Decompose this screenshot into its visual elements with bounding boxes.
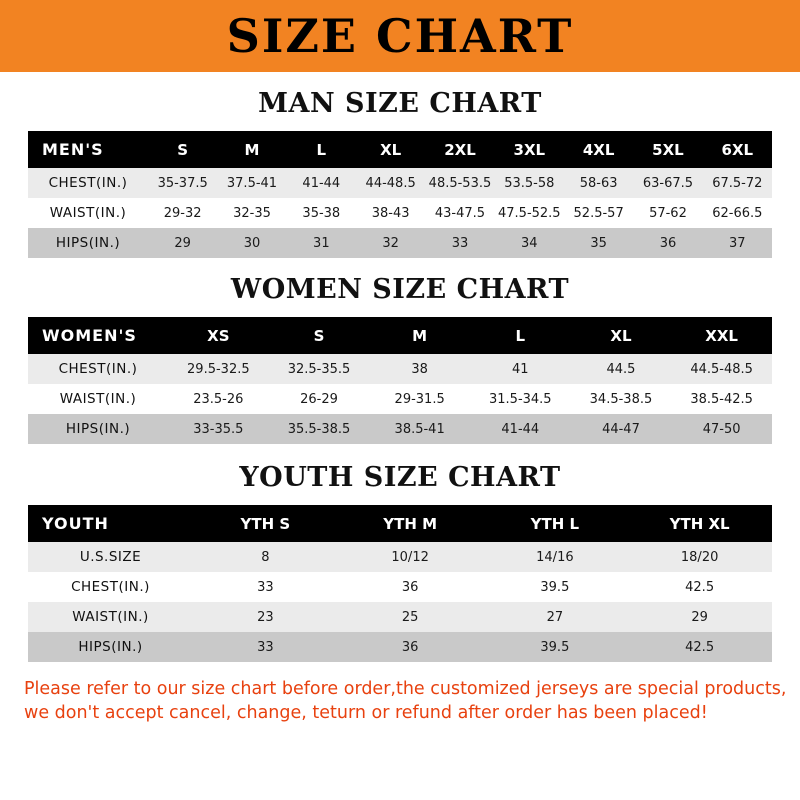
men-waist-xl: 38-43 [371, 205, 410, 221]
men-hips-6xl: 37 [729, 235, 746, 251]
youth-size-section [0, 462, 800, 662]
women-header-xl: XL [610, 326, 632, 345]
youth-header-ythxl: YTH XL [669, 514, 730, 533]
youth-hips-ythxl: 42.5 [685, 639, 715, 655]
women-header-m: M [412, 326, 428, 345]
men-row-label-waist: WAIST(IN.) [49, 205, 127, 221]
youth-row-label-chest: CHEST(IN.) [71, 579, 150, 595]
table-header-row [28, 131, 772, 168]
man-size-section [0, 88, 800, 258]
men-chest-m: 37.5-41 [226, 175, 278, 191]
women-hips-m: 38.5-41 [394, 421, 445, 437]
women-row-label-chest: CHEST(IN.) [58, 361, 138, 377]
men-hips-5xl: 36 [659, 235, 677, 251]
women-header-label: WOMEN'S [42, 326, 137, 345]
youth-section-title: YOUTH SIZE CHART [239, 462, 561, 493]
men-row-label-hips: HIPS(IN.) [55, 235, 121, 251]
women-waist-m: 29-31.5 [394, 391, 445, 407]
men-header-l: L [316, 140, 327, 159]
men-header-6xl: 6XL [721, 140, 754, 159]
table-row [28, 384, 772, 414]
table-row [28, 168, 772, 198]
men-header-label: MEN'S [42, 140, 104, 159]
youth-hips-ythl: 39.5 [540, 639, 570, 655]
men-hips-s: 29 [174, 235, 191, 251]
men-waist-s: 29-32 [163, 205, 202, 221]
page-title: SIZE CHART [226, 9, 574, 63]
man-section-title: MAN SIZE CHART [258, 88, 542, 119]
women-waist-s: 26-29 [300, 391, 338, 407]
men-waist-3xl: 47.5-52.5 [498, 205, 561, 221]
men-header-2xl: 2XL [444, 140, 476, 159]
men-header-5xl: 5XL [652, 140, 684, 159]
men-header-4xl: 4XL [582, 140, 615, 159]
table-row [28, 414, 772, 444]
youth-ussize-ythl: 14/16 [536, 549, 574, 565]
table-row [28, 572, 772, 602]
men-chest-4xl: 58-63 [579, 175, 618, 191]
men-chest-xl: 44-48.5 [365, 175, 416, 191]
youth-waist-ythm: 25 [401, 609, 419, 625]
youth-row-label-ussize: U.S.SIZE [79, 549, 142, 565]
youth-chest-yths: 33 [257, 579, 274, 595]
women-chest-m: 38 [411, 361, 428, 377]
youth-chest-ythl: 39.5 [540, 579, 570, 595]
men-header-xl: XL [380, 140, 402, 159]
men-row-label-chest: CHEST(IN.) [48, 175, 128, 191]
youth-header-ythl: YTH L [530, 514, 580, 533]
youth-ussize-ythxl: 18/20 [680, 549, 719, 565]
table-row [28, 542, 772, 572]
men-waist-4xl: 52.5-57 [573, 205, 624, 221]
women-waist-xxl: 38.5-42.5 [690, 391, 753, 407]
women-chest-xl: 44.5 [606, 361, 636, 377]
women-hips-s: 35.5-38.5 [287, 421, 351, 437]
women-waist-xs: 23.5-26 [193, 391, 244, 407]
men-chest-l: 41-44 [302, 175, 341, 191]
women-hips-xs: 33-35.5 [193, 421, 244, 437]
men-hips-3xl: 34 [521, 235, 538, 251]
men-waist-5xl: 57-62 [649, 205, 687, 221]
women-hips-l: 41-44 [501, 421, 540, 437]
table-header-row [28, 505, 772, 542]
youth-header-ythm: YTH M [383, 514, 438, 533]
women-size-table [28, 317, 772, 444]
men-chest-6xl: 67.5-72 [712, 175, 763, 191]
men-header-3xl: 3XL [513, 140, 546, 159]
men-hips-m: 30 [243, 235, 261, 251]
women-chest-s: 32.5-35.5 [287, 361, 351, 377]
table-header-row [28, 317, 772, 354]
women-section-title: WOMEN SIZE CHART [230, 274, 570, 305]
women-header-xs: XS [207, 326, 230, 345]
women-chest-xs: 29.5-32.5 [187, 361, 250, 377]
men-waist-m: 32-35 [233, 205, 271, 221]
youth-ussize-yths: 8 [261, 549, 270, 565]
men-hips-xl: 32 [382, 235, 399, 251]
women-chest-l: 41 [512, 361, 529, 377]
women-hips-xl: 44-47 [602, 421, 640, 437]
men-size-table [28, 131, 772, 258]
youth-ussize-ythm: 10/12 [391, 549, 429, 565]
youth-chest-ythxl: 42.5 [685, 579, 715, 595]
youth-hips-yths: 33 [257, 639, 274, 655]
women-header-l: L [515, 326, 526, 345]
table-row [28, 602, 772, 632]
men-hips-l: 31 [313, 235, 330, 251]
men-chest-3xl: 53.5-58 [504, 175, 555, 191]
youth-waist-yths: 23 [257, 609, 274, 625]
women-header-s: S [313, 326, 325, 345]
youth-hips-ythm: 36 [401, 639, 419, 655]
men-hips-2xl: 33 [451, 235, 469, 251]
footer-line-1: Please refer to our size chart before order,the customized jerseys are special products, [24, 679, 787, 699]
men-chest-s: 35-37.5 [157, 175, 208, 191]
youth-row-label-hips: HIPS(IN.) [78, 639, 143, 655]
table-row [28, 198, 772, 228]
header-banner [0, 0, 800, 72]
youth-header-label: YOUTH [42, 514, 109, 533]
women-waist-xl: 34.5-38.5 [589, 391, 653, 407]
men-header-m: M [244, 140, 260, 159]
youth-waist-ythxl: 29 [691, 609, 708, 625]
women-chest-xxl: 44.5-48.5 [690, 361, 753, 377]
youth-row-label-waist: WAIST(IN.) [72, 609, 149, 625]
women-table-header [28, 317, 772, 354]
men-waist-2xl: 43-47.5 [434, 205, 486, 221]
table-row [28, 632, 772, 662]
men-chest-2xl: 48.5-53.5 [428, 175, 492, 191]
men-header-s: S [177, 140, 189, 159]
men-table-header [28, 131, 772, 168]
women-row-label-waist: WAIST(IN.) [59, 391, 137, 407]
table-row [28, 228, 772, 258]
footer-disclaimer [0, 678, 800, 725]
women-waist-l: 31.5-34.5 [489, 391, 552, 407]
men-waist-l: 35-38 [302, 205, 341, 221]
youth-waist-ythl: 27 [546, 609, 564, 625]
youth-header-yths: YTH S [240, 514, 291, 533]
youth-size-table [28, 505, 772, 662]
women-size-section [0, 274, 800, 444]
women-row-label-hips: HIPS(IN.) [65, 421, 131, 437]
youth-chest-ythm: 36 [401, 579, 419, 595]
table-row [28, 354, 772, 384]
women-hips-xxl: 47-50 [702, 421, 741, 437]
men-chest-5xl: 63-67.5 [642, 175, 694, 191]
men-waist-6xl: 62-66.5 [712, 205, 763, 221]
footer-line-2: we don't accept cancel, change, teturn or refund after order has been placed! [24, 702, 708, 723]
men-hips-4xl: 35 [590, 235, 607, 251]
women-header-xxl: XXL [705, 326, 738, 345]
youth-table-header [28, 505, 772, 542]
